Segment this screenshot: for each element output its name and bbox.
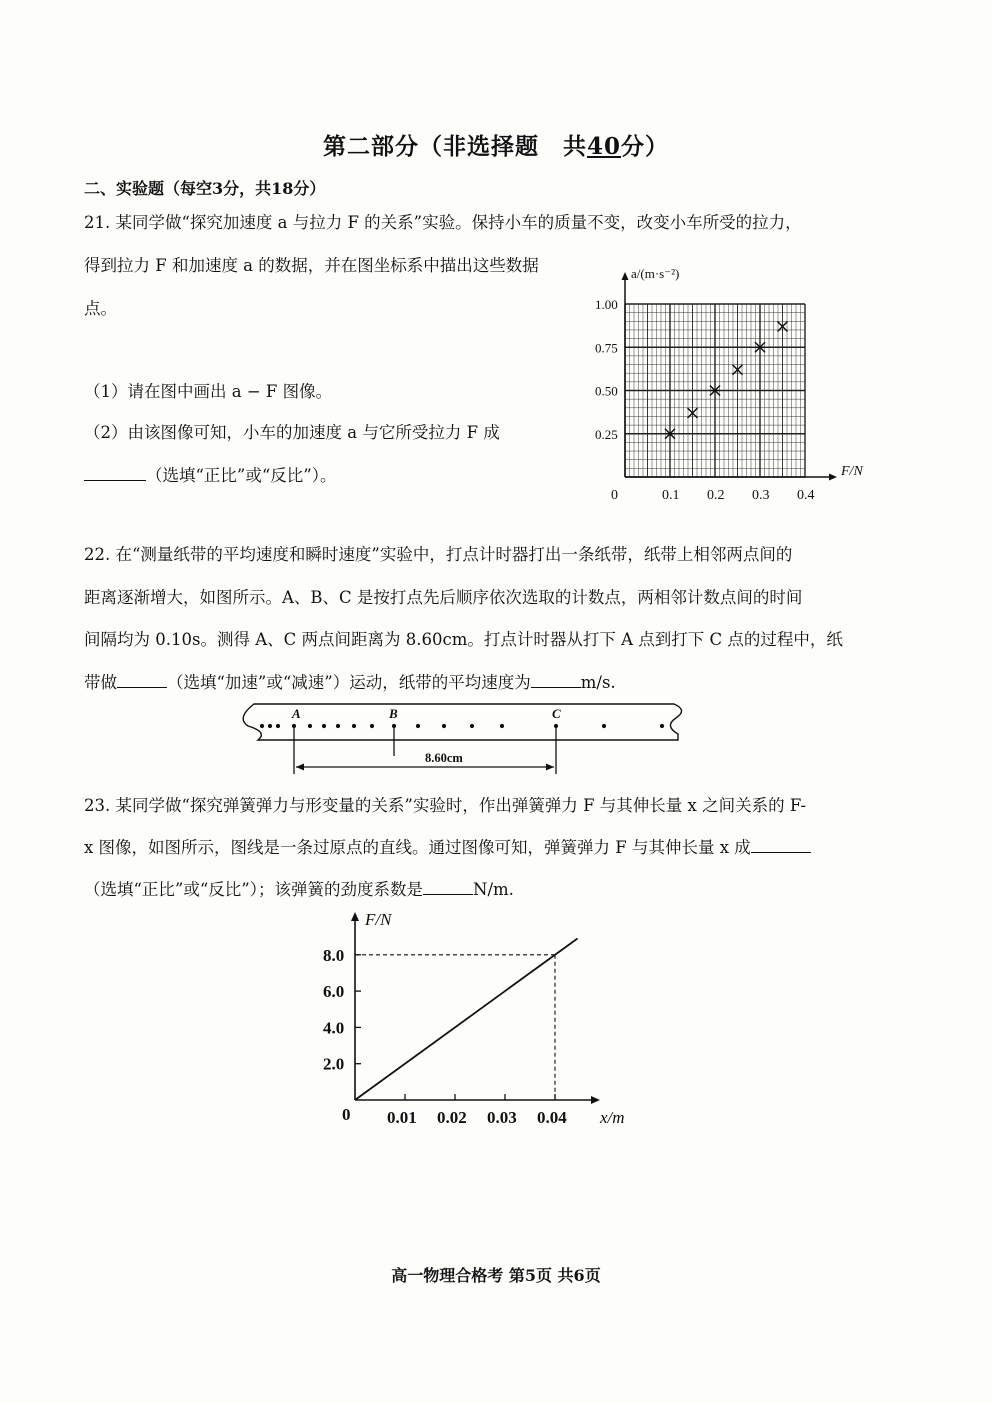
page-footer: 高一物理合格考 第5页 共6页	[391, 1266, 601, 1285]
x-axis-arrow	[829, 474, 837, 481]
q22-line-1: 22. 在“测量纸带的平均速度和瞬时速度”实验中，打点计时器打出一条纸带，纸带上相邻两点间的	[84, 545, 793, 564]
answer-blank[interactable]	[531, 671, 581, 688]
x-tick-label: 0.2	[707, 488, 725, 503]
y-axis-label: a/(m·s⁻²)	[631, 266, 680, 281]
tape-dot	[276, 724, 280, 728]
tape-dot	[268, 724, 272, 728]
page-title: 第二部分（非选择题 共40分）	[322, 133, 669, 160]
x-axis-arrow	[591, 1096, 600, 1104]
distance-label: 8.60cm	[425, 751, 463, 765]
tape-dot	[500, 724, 504, 728]
tape-dot	[370, 724, 374, 728]
x-tick-label: 0	[611, 488, 618, 503]
tape-dot	[660, 724, 664, 728]
x-tick-label: 0.03	[487, 1108, 517, 1127]
q21-line-1: 21. 某同学做“探究加速度 a 与拉力 F 的关系”实验。保持小车的质量不变，改变小车所受的拉力，	[84, 213, 802, 232]
q21-sub-2b: （选填“正比”或“反比”）。	[84, 462, 337, 486]
x-axis-label: x/m	[600, 1108, 625, 1127]
q21-sub-2: （2）由该图像可知，小车的加速度 a 与它所受拉力 F 成	[84, 423, 500, 442]
q22-line-3: 间隔均为 0.10s。测得 A、C 两点间距离为 8.60cm。打点计时器从打下 A 点到打下 C 点的过程中，纸	[84, 630, 843, 649]
x-tick-label: 0.4	[797, 488, 815, 503]
y-axis-arrow	[622, 272, 629, 280]
tape-dot	[416, 724, 420, 728]
tape-dots	[260, 724, 664, 728]
answer-blank[interactable]	[751, 836, 811, 853]
tape-dot	[470, 724, 474, 728]
q21-line-2: 得到拉力 F 和加速度 a 的数据，并在图坐标系中描出这些数据	[84, 256, 539, 275]
y-tick-label: 2.0	[323, 1054, 345, 1074]
tape-dot	[442, 724, 446, 728]
y-tick-label: 4.0	[323, 1018, 345, 1038]
y-tick-label: 1.00	[595, 297, 618, 312]
q21-line-3: 点。	[84, 299, 117, 318]
label-a: A	[292, 706, 301, 721]
total-points: 40	[586, 133, 621, 160]
q22-line-2: 距离逐渐增大，如图所示。A、B、C 是按打点先后顺序依次选取的计数点，两相邻计数点间的时间	[84, 588, 803, 607]
tape-dot	[352, 724, 356, 728]
y-tick-label: 0.50	[595, 383, 618, 399]
x-tick-label: 0.01	[387, 1108, 417, 1127]
x-tick-label: 0.3	[752, 488, 770, 503]
label-c: C	[552, 706, 561, 721]
y-tick-label: 6.0	[323, 982, 345, 1002]
tape-dot	[308, 724, 312, 728]
accel-force-chart	[585, 262, 885, 512]
q23-line-2: x 图像，如图所示，图线是一条过原点的直线。通过图像可知，弹簧弹力 F 与其伸长量 x 成	[84, 834, 811, 858]
x-tick-label: 0.02	[437, 1108, 467, 1127]
section-heading: 二、实验题（每空3分，共18分）	[84, 179, 326, 198]
origin-label: 0	[342, 1105, 351, 1124]
q23-line-3: （选填“正比”或“反比”）；该弹簧的劲度系数是 N/m.	[84, 880, 514, 899]
y-tick-label: 8.0	[323, 945, 345, 965]
q21-sub-1: （1）请在图中画出 a − F 图像。	[84, 382, 333, 401]
label-b: B	[389, 706, 398, 721]
x-tick-label: 0.1	[662, 488, 680, 503]
tape-dot	[260, 724, 264, 728]
tape-dot	[336, 724, 340, 728]
tape-dot	[602, 724, 606, 728]
q23-line-1: 23. 某同学做“探究弹簧弹力与形变量的关系”实验时，作出弹簧弹力 F 与其伸长量 x 之间关系的 F-	[84, 796, 807, 815]
paper-tape-figure	[232, 696, 692, 782]
y-tick-label: 0.25	[595, 426, 618, 442]
series-line	[355, 938, 578, 1100]
answer-blank[interactable]	[84, 464, 146, 481]
y-axis-arrow	[351, 912, 359, 921]
tape-dot	[322, 724, 326, 728]
q22-line-4: 带做 （选填“加速”或“减速”）运动，纸带的平均速度为 m/s.	[84, 673, 616, 692]
x-axis-label: F/N	[841, 464, 863, 479]
paper-tape	[243, 704, 681, 740]
force-extension-chart	[310, 900, 650, 1135]
y-axis-label: F/N	[365, 910, 392, 929]
x-tick-label: 0.04	[537, 1108, 567, 1127]
y-tick-label: 0.75	[595, 340, 618, 356]
answer-blank[interactable]	[117, 671, 167, 688]
answer-blank[interactable]	[423, 878, 473, 895]
